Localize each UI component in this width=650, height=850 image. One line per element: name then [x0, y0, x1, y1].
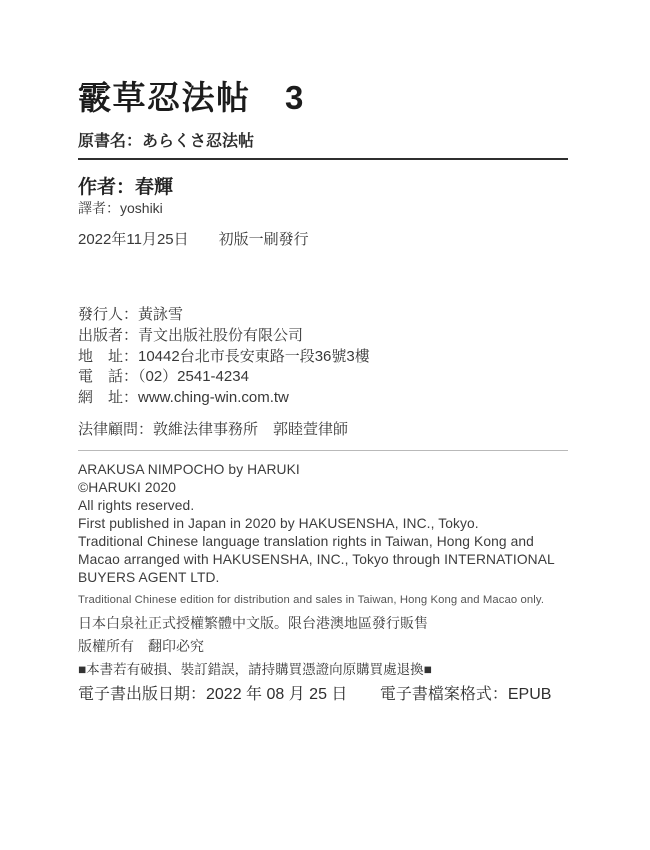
- damage-notice: ■本書若有破損、裝訂錯誤，請持購買憑證向原購買處退換■: [78, 662, 432, 677]
- publisher-line-website: 網 址：www.ching-win.com.tw: [78, 389, 289, 407]
- divider-top: [78, 158, 568, 160]
- original-title-line: 原書名：あらくさ忍法帖: [78, 133, 255, 150]
- copyright-line-translation-1: Traditional Chinese language translation rights in Taiwan, Hong Kong and: [78, 534, 534, 549]
- license-line: 日本白泉社正式授權繁體中文版。限台港澳地區發行販售: [78, 615, 428, 631]
- edition-date-line: 2022年11月25日 初版一刷發行: [78, 231, 309, 248]
- publisher-line-address: 地 址：10442台北市長安東路一段36號3樓: [78, 347, 370, 365]
- legal-advisor-line: 法律顧問：敦維法律事務所 郭睦萱律師: [78, 421, 349, 438]
- ebook-publish-date: 電子書出版日期：2022 年 08 月 25 日: [78, 686, 348, 703]
- divider-middle: [78, 450, 568, 451]
- book-title: 霰草忍法帖 3: [78, 79, 305, 116]
- distribution-note: Traditional Chinese edition for distribution and sales in Taiwan, Hong Kong and Macao only.: [78, 594, 545, 606]
- copyright-line-rights: All rights reserved.: [78, 498, 195, 513]
- copyright-line-holder: ©HARUKI 2020: [78, 480, 177, 495]
- ebook-info-line: [78, 681, 551, 704]
- publisher-line-phone: 電 話：（02）2541-4234: [78, 368, 249, 386]
- publisher-line-issuer: 發行人：黃詠雪: [78, 306, 184, 323]
- copyright-line-title: ARAKUSA NIMPOCHO by HARUKI: [78, 462, 300, 477]
- ebook-file-format: 電子書檔案格式：EPUB: [379, 686, 552, 703]
- rights-reserved-line: 版權所有 翻印必究: [78, 638, 204, 654]
- author-line: 作者：春輝: [78, 177, 174, 198]
- copyright-line-first-published: First published in Japan in 2020 by HAKUSENSHA, INC., Tokyo.: [78, 516, 479, 531]
- publisher-line-publisher: 出版者：青文出版社股份有限公司: [78, 326, 304, 344]
- english-copyright-block: [78, 461, 555, 587]
- copyright-line-translation-3: BUYERS AGENT LTD.: [78, 570, 220, 585]
- publisher-info-block: [78, 305, 370, 409]
- copyright-line-translation-2: Macao arranged with HAKUSENSHA, INC., Tokyo through INTERNATIONAL: [78, 552, 555, 567]
- translator-line: 譯者：yoshiki: [78, 200, 163, 216]
